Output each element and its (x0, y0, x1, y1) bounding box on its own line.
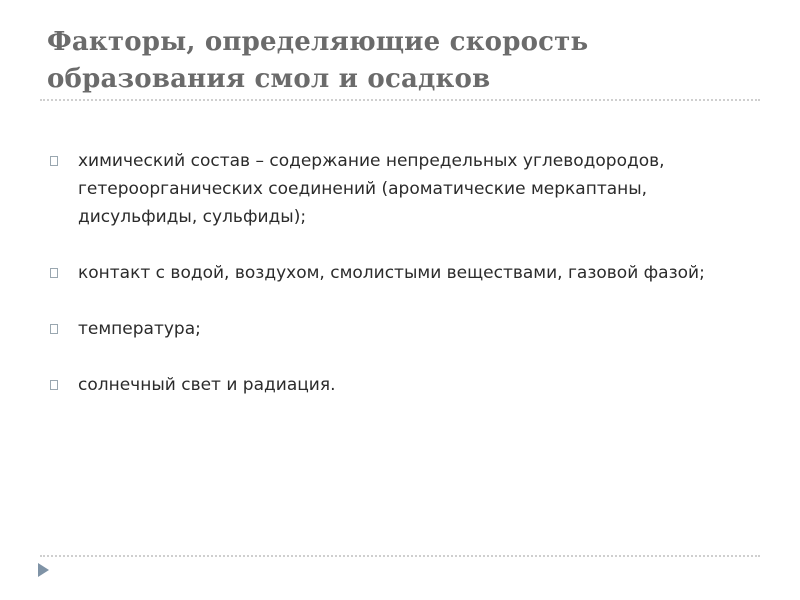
bullet-text: температура; (78, 319, 201, 339)
footer-divider (40, 555, 760, 557)
slide-title-line-2: образования смол и осадков (47, 64, 491, 94)
bullet-text: солнечный свет и радиация. (78, 375, 336, 395)
slide-title (47, 24, 767, 98)
square-outline-bullet-icon (50, 156, 58, 166)
title-divider (40, 99, 760, 101)
triangle-right-icon[interactable] (38, 563, 49, 577)
bullet-item-contact (50, 259, 750, 287)
bullet-text: контакт с водой, воздухом, смолистыми веществами, газовой фазой; (78, 263, 705, 283)
bullet-item-temperature (50, 315, 750, 343)
bullet-item-sunlight (50, 371, 750, 399)
square-outline-bullet-icon (50, 324, 58, 334)
slide-title-line-1: Факторы, определяющие скорость (47, 27, 589, 57)
bullet-text: химический состав – содержание непредельных углеводородов, гетероорганических соединений (ароматические меркаптаны, дисульфиды, сульфиды); (78, 151, 665, 227)
square-outline-bullet-icon (50, 380, 58, 390)
bullet-item-chemical-composition (50, 147, 750, 231)
square-outline-bullet-icon (50, 268, 58, 278)
bullet-list (50, 147, 750, 427)
